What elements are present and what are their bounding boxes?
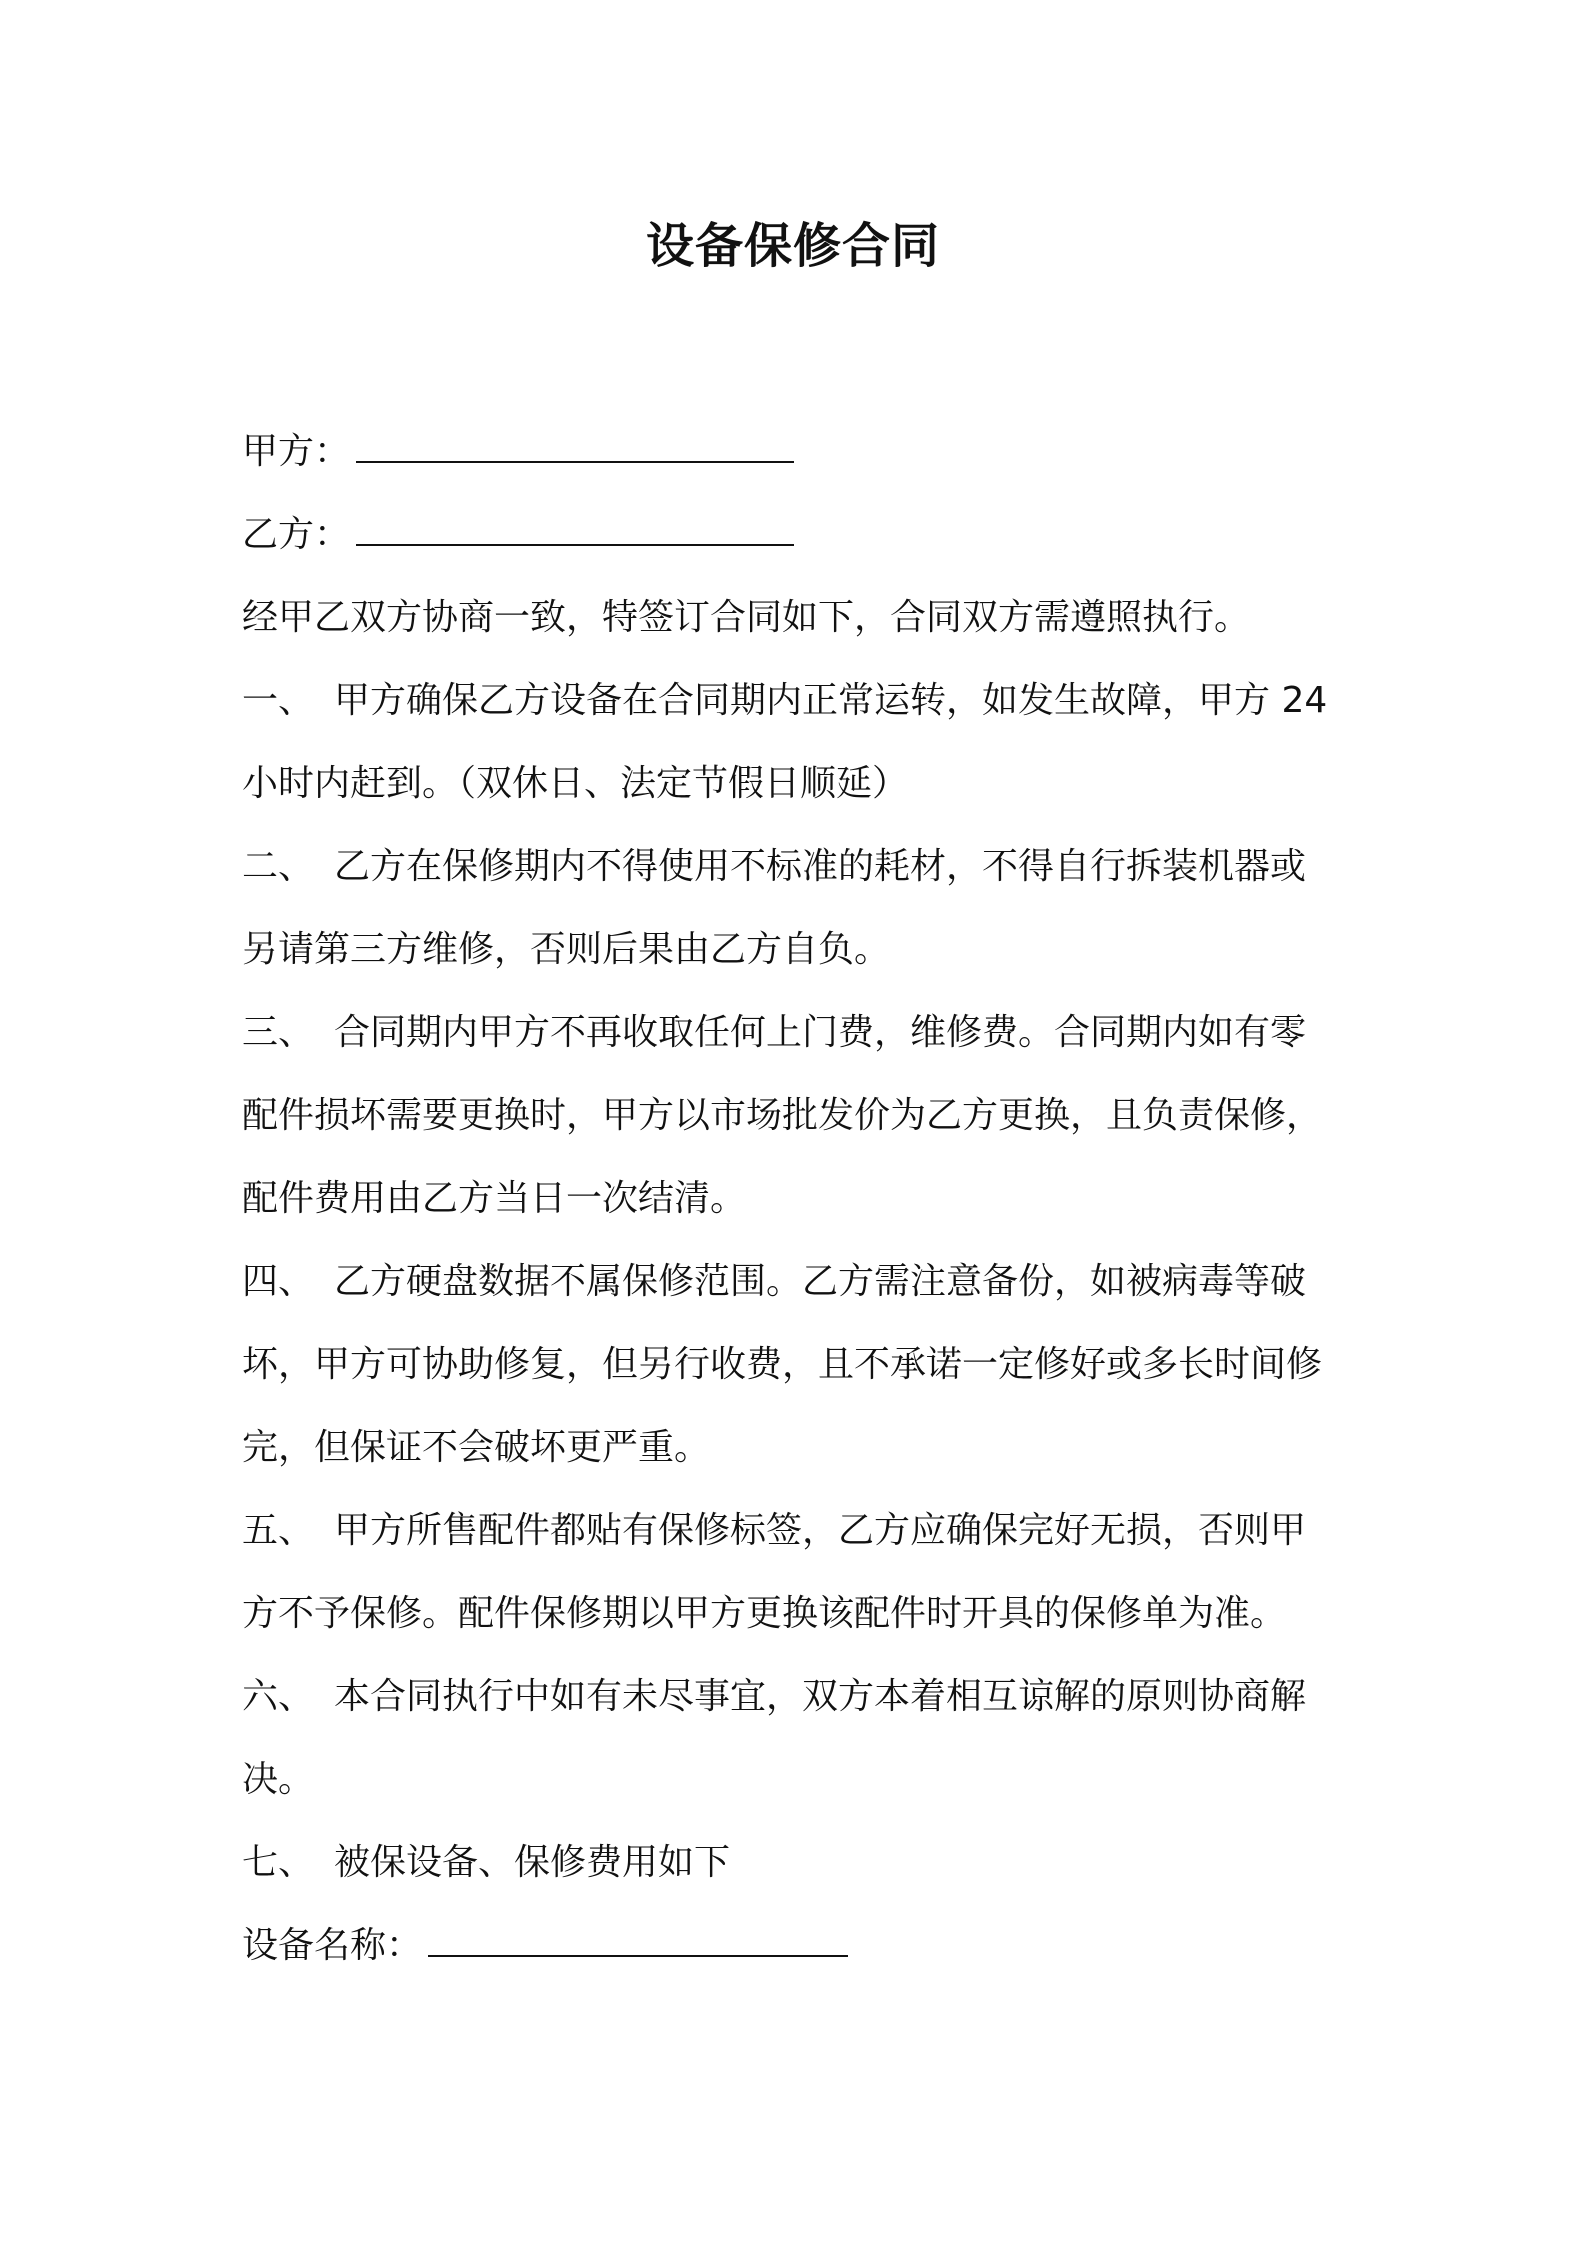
equipment-name-line — [242, 1904, 1358, 1987]
party-a-line — [242, 410, 1358, 493]
clause-text-line: 甲方所售配件都贴有保修标签，乙方应确保完好无损，否则甲 — [334, 1510, 1307, 1551]
document-title: 设备保修合同 — [645, 218, 940, 274]
clause-5 — [242, 1489, 1358, 1655]
party-a-blank — [356, 433, 794, 463]
clause-4 — [242, 1240, 1358, 1489]
party-b-label: 乙方： — [242, 514, 351, 555]
clause-text-line: 坏，甲方可协助修复，但另行收费，且不承诺一定修好或多长时间修 — [242, 1344, 1323, 1385]
clause-text-line: 配件费用由乙方当日一次结清。 — [242, 1178, 747, 1219]
party-a-label: 甲方： — [242, 431, 351, 472]
clause-3 — [242, 991, 1358, 1240]
clause-text-line: 另请第三方维修，否则后果由乙方自负。 — [242, 929, 891, 970]
clause-text-line: 甲方确保乙方设备在合同期内正常运转，如发生故障，甲方 24 — [334, 680, 1328, 721]
clause-number: 二、 — [242, 846, 315, 887]
clause-number: 五、 — [242, 1510, 315, 1551]
intro-paragraph: 经甲乙双方协商一致，特签订合同如下，合同双方需遵照执行。 — [242, 597, 1251, 638]
clause-text-line: 本合同执行中如有未尽事宜，双方本着相互谅解的原则协商解 — [334, 1676, 1307, 1717]
clause-number: 六、 — [242, 1676, 315, 1717]
equipment-name-blank — [428, 1927, 848, 1957]
clause-text-line: 乙方在保修期内不得使用不标准的耗材，不得自行拆装机器或 — [334, 846, 1307, 887]
clause-number: 四、 — [242, 1261, 315, 1302]
party-b-blank — [356, 516, 794, 546]
clause-1 — [242, 659, 1358, 825]
clause-7 — [242, 1821, 1358, 1904]
clause-text-line: 决。 — [242, 1759, 315, 1800]
clause-number: 一、 — [242, 680, 315, 721]
clause-2 — [242, 825, 1358, 991]
clause-text-line: 小时内赶到。（双休日、法定节假日顺延） — [242, 763, 909, 804]
clause-text-line: 乙方硬盘数据不属保修范围。乙方需注意备份，如被病毒等破 — [334, 1261, 1307, 1302]
clause-number: 三、 — [242, 1012, 315, 1053]
equipment-name-label: 设备名称： — [242, 1925, 423, 1966]
clause-text-line: 完，但保证不会破坏更严重。 — [242, 1427, 711, 1468]
document-body — [242, 410, 1358, 1987]
clause-text-line: 被保设备、保修费用如下 — [334, 1842, 731, 1883]
clause-6 — [242, 1655, 1358, 1821]
clause-text-line: 合同期内甲方不再收取任何上门费，维修费。合同期内如有零 — [334, 1012, 1307, 1053]
party-b-line — [242, 493, 1358, 576]
clause-text-line: 方不予保修。配件保修期以甲方更换该配件时开具的保修单为准。 — [242, 1593, 1287, 1634]
clause-number: 七、 — [242, 1842, 315, 1883]
clause-text-line: 配件损坏需要更换时，甲方以市场批发价为乙方更换，且负责保修， — [242, 1095, 1323, 1136]
